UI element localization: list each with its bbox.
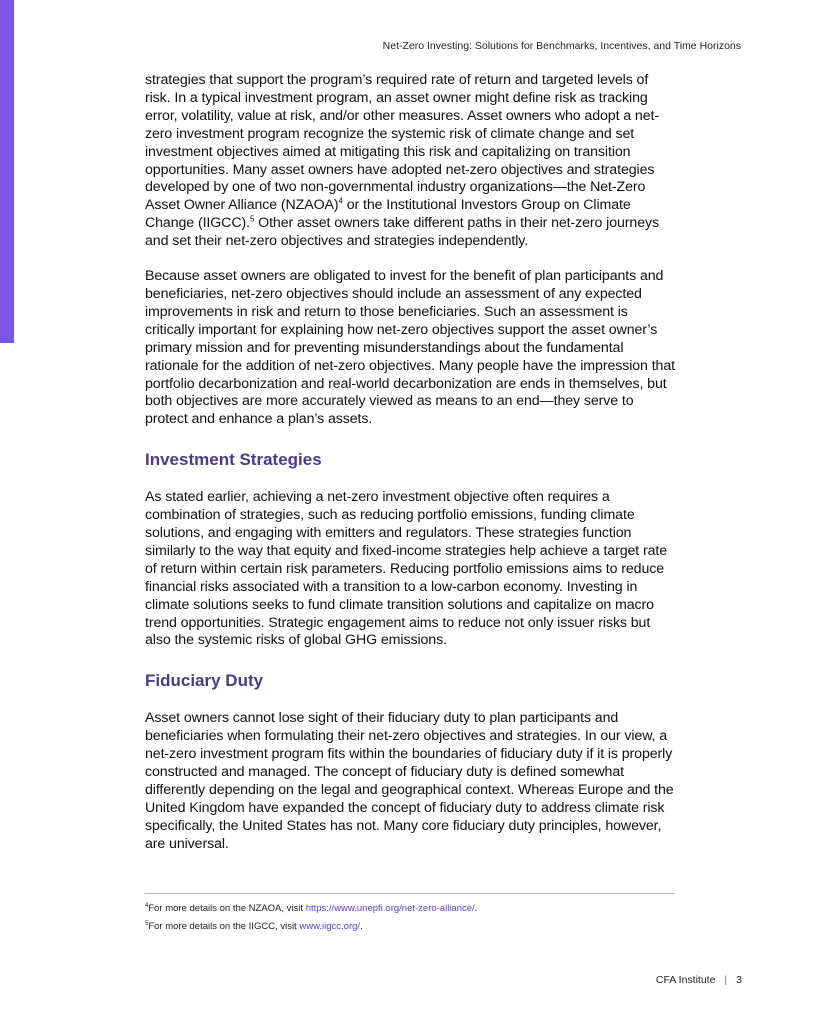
accent-side-bar xyxy=(0,0,14,343)
heading-fiduciary-duty: Fiduciary Duty xyxy=(145,671,264,691)
footnote-4-number: 4 xyxy=(145,902,149,909)
page-number: 3 xyxy=(736,974,742,986)
running-head: Net-Zero Investing: Solutions for Benchmarks, Incentives, and Time Horizons xyxy=(382,40,741,52)
footer-org: CFA Institute xyxy=(655,974,716,986)
heading-investment-strategies: Investment Strategies xyxy=(145,450,322,470)
page-footer xyxy=(656,974,742,986)
footnote-5 xyxy=(145,921,705,933)
footnotes xyxy=(145,903,705,939)
footnote-divider xyxy=(145,893,675,894)
paragraph-2: Because asset owners are obligated to invest for the benefit of plan participants and beneficiaries, net-zero objectives should include an assessment of any expected improvements in risk and return to those beneficiaries. Such an assessment is critically important for explaining how net-zero objectives support the asset owner’s primary mission and for preventing misunderstandings about the fundamental rationale for the addition of net-zero objectives. Many people have the impression that portfolio decarbonization and real-world decarbonization are ends in themselves, but both objectives are more accurately viewed as means to an end—they serve to protect and enhance a plan’s assets. xyxy=(145,268,675,428)
footnote-5-number: 5 xyxy=(145,920,149,927)
footnote-ref-4[interactable]: 4 xyxy=(338,196,343,206)
paragraph-1-text-c: Other asset owners take different paths in their net-zero journeys and set their net-zero objectives and strategies independently. xyxy=(145,215,660,250)
paragraph-4: Asset owners cannot lose sight of their fiduciary duty to plan participants and beneficiaries when formulating their net-zero objectives and strategies. In our view, a net-zero investment program fits within the boundaries of fiduciary duty if it is properly constructed and managed. The concept of fiduciary duty is defined somewhat differently depending on the legal and geographical context. Whereas Europe and the United Kingdom have expanded the concept of fiduciary duty to address climate risk specifically, the United States has not. Many core fiduciary duty principles, however, are universal. xyxy=(145,710,674,852)
paragraph-1-text-a: strategies that support the program’s required rate of return and targeted levels of risk. In a typical investment program, an asset owner might define risk as tracking error, volatility, value at risk, and/or other measures. Asset owners who adopt a net-zero investment program recognize the systemic risk of climate change and set investment objectives aimed at mitigating this risk and capitalizing on transition opportunities. Many asset owners have adopted net-zero objectives and strategies developed by one of two non-governmental industry organizations—the Net-Zero Asset Owner Alliance (NZAOA) xyxy=(145,72,659,214)
footnote-4 xyxy=(145,903,705,915)
footnote-ref-5[interactable]: 5 xyxy=(249,214,255,224)
footnote-4-link[interactable]: https://www.unepfi.org/net-zero-alliance/ xyxy=(305,903,475,914)
footnote-5-text: For more details on the IIGCC, visit xyxy=(148,921,300,932)
paragraph-1-text-b: or the Institutional Investors Group on Climate Change (IIGCC). xyxy=(145,197,631,232)
footer-separator: | xyxy=(724,974,728,986)
main-content xyxy=(145,72,675,854)
footnote-5-end: . xyxy=(360,921,363,932)
paragraph-3: As stated earlier, achieving a net-zero investment objective often requires a combination of strategies, such as reducing portfolio emissions, funding climate solutions, and engaging with emitters and regulators. These strategies function similarly to the way that equity and fixed-income strategies help achieve a target rate of return within certain risk parameters. Reducing portfolio emissions aims to reduce financial risks associated with a transition to a low-carbon economy. Investing in climate solutions seeks to fund climate transition solutions and capitalize on macro trend opportunities. Strategic engagement aims to reduce not only issuer risks but also the systemic risks of global GHG emissions. xyxy=(145,489,668,649)
footnote-5-link[interactable]: www.iigcc.org/ xyxy=(299,921,361,932)
footnote-4-end: . xyxy=(474,903,478,914)
paragraph-1 xyxy=(145,72,675,251)
footnote-4-text: For more details on the NZAOA, visit xyxy=(148,903,306,914)
